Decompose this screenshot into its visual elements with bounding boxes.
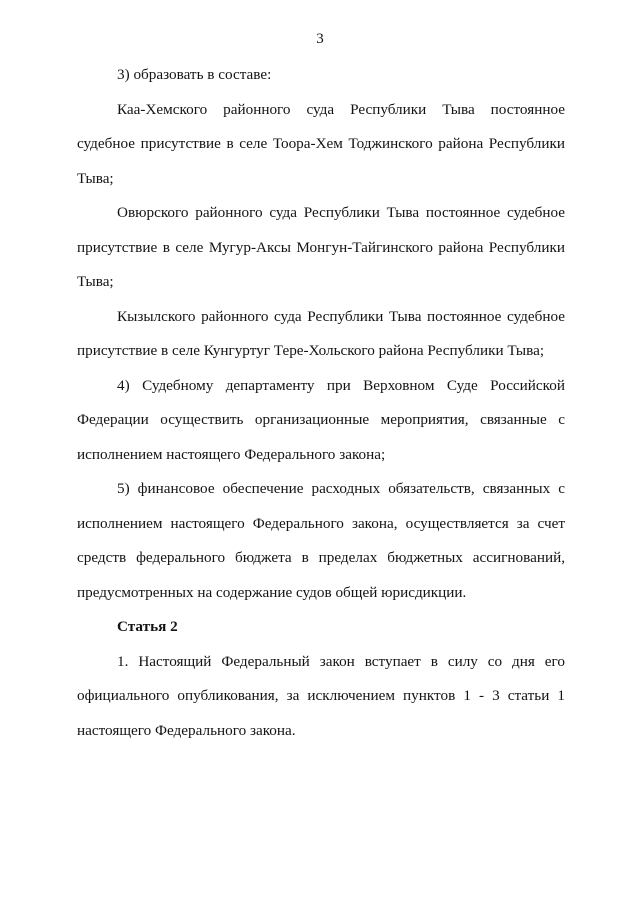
paragraph-ovyur-court: Овюрского районного суда Республики Тыва постоянное судебное присутствие в селе Мугур-Аксы Монгун-Тайгинского района Республики Тыва;: [77, 204, 565, 290]
document-body: [77, 58, 565, 748]
paragraph-article-2-item-1: 1. Настоящий Федеральный закон вступает в силу со дня его официального опубликования, за исключением пунктов 1 - 3 статьи 1 настоящего Федерального закона.: [77, 652, 565, 739]
article-heading: Статья 2: [117, 618, 178, 635]
paragraph-item-3: 3) образовать в составе:: [117, 66, 272, 83]
paragraph-kaa-khem-court: Каа-Хемского районного суда Республики Тыва постоянное судебное присутствие в селе Тоора-Хем Тоджинского района Республики Тыва;: [77, 100, 565, 187]
paragraph-kyzyl-court: Кызылского районного суда Республики Тыва постоянное судебное присутствие в селе Кунгуртуг Тере-Хольского района Республики Тыва;: [77, 307, 565, 359]
page-number: 3: [316, 31, 324, 47]
paragraph-item-5: 5) финансовое обеспечение расходных обязательств, связанных с исполнением настоящего Федерального закона, осуществляется за счет средств федерального бюджета в пределах бюджетных ассигнований, предусмотренных на содержание судов общей юрисдикции.: [77, 480, 565, 601]
paragraph-item-4: 4) Судебному департаменту при Верховном Суде Российской Федерации осуществить организационные мероприятия, связанные с исполнением настоящего Федерального закона;: [77, 376, 565, 463]
